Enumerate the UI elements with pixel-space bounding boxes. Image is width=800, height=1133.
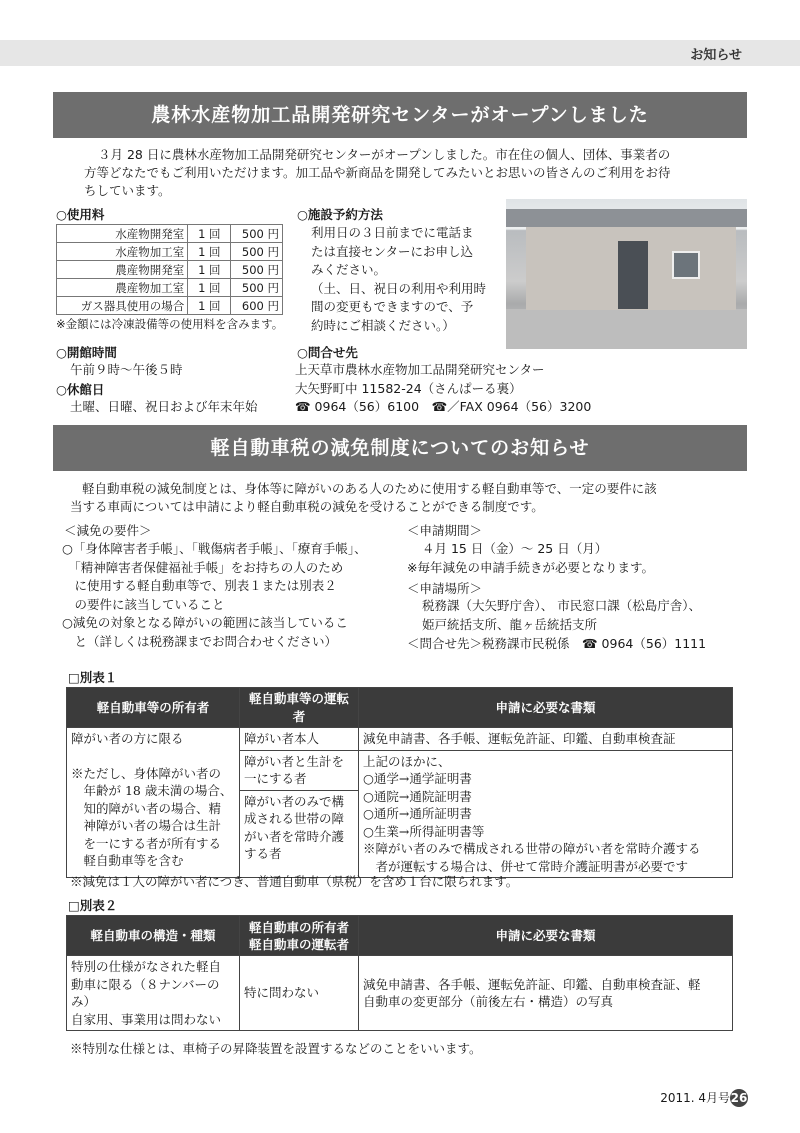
table-row: 特別の仕様がなされた軽自 動車に限る（８ナンバーの み） 自家用、事業用は問わない 特に問わない 減免申請書、各手帳、運転免許証、印鑑、自動車検査証、軽 自動車の変更部分（前後左右・構造）の写真: [67, 956, 733, 1031]
article2-title: 軽自動車税の減免制度についてのお知らせ: [53, 425, 747, 471]
table-row: 水産物開発室 1 回 500 円: [57, 225, 283, 243]
section-header-bar: [0, 40, 800, 66]
page-number: 26: [730, 1091, 748, 1105]
table-row: 農産物加工室 1 回 500 円: [57, 279, 283, 297]
fees-table: [56, 224, 283, 315]
intro-line: ちしています。: [84, 183, 171, 198]
table2-label: □別表２: [68, 898, 118, 913]
table-row: 農産物開発室 1 回 500 円: [57, 261, 283, 279]
closed-text: 土曜、日曜、祝日および年末年始: [70, 399, 258, 414]
fees-heading: ○使用料: [56, 207, 105, 222]
footer: [660, 1089, 748, 1107]
table-row: ガス器具使用の場合 1 回 600 円: [57, 297, 283, 315]
contact-label: ＜問合せ先＞: [407, 636, 483, 651]
driver3-cell: 障がい者のみで構 成される世帯の障 がい者を常時介護 する者: [240, 790, 359, 878]
req-heading: ＜減免の要件＞: [64, 523, 152, 538]
contact-value: 税務課市民税係 ☎ 0964（56）1111: [482, 636, 707, 651]
article2-intro: 軽自動車税の減免制度とは、身体等に障がいのある人のために使用する軽自動車等で、一定の要件に該 当する車両については申請により軽自動車税の減免を受けることができる制度です。: [70, 481, 657, 514]
doc2-cell: 上記のほかに、 ○通学→通学証明書 ○通院→通院証明書 ○通所→通所証明書 ○生業→所得証明書等 ※障がい者のみで構成される世帯の障がい者を常時介護する 者が運転する場合は、併せて常時介護証明書が必要です: [359, 750, 733, 878]
table1: [66, 687, 733, 878]
article1-title: 農林水産物加工品開発研究センターがオープンしました: [53, 92, 747, 138]
docs-cell: 減免申請書、各手帳、運転免許証、印鑑、自動車検査証、軽 自動車の変更部分（前後左右・構造）の写真: [359, 956, 733, 1031]
fees-note: ※金額には冷凍設備等の使用料を含みます。: [56, 317, 284, 331]
table-row: 軽自動車の構造・種類 軽自動車の所有者 軽自動車の運転者 申請に必要な書類: [67, 916, 733, 956]
section-label: お知らせ: [690, 48, 742, 63]
article1-intro: [84, 146, 734, 200]
intro-line: 方等どなたでもご利用いただけます。加工品や新商品を開発してみたいとお思いの皆さんのご利用をお待: [84, 165, 671, 180]
reserve-heading: ○施設予約方法: [297, 207, 383, 222]
place-text: 税務課（大矢野庁舎）、 市民窓口課（松島庁舎）、 姫戸統括支所、龍ヶ岳統括支所: [422, 598, 701, 632]
closed-heading: ○休館日: [56, 382, 105, 397]
period-heading: ＜申請期間＞: [407, 523, 483, 538]
issue-label: 2011. 4月号: [660, 1091, 730, 1105]
table-row: 水産物加工室 1 回 500 円: [57, 243, 283, 261]
reserve-text: 利用日の３日前までに電話ま たは直接センターにお申し込 みください。 （土、日、祝日の利用や利用時 間の変更もできますので、予 約時にご相談ください。）: [311, 225, 487, 333]
table1-label: □別表１: [68, 670, 118, 685]
article2-contact: [407, 635, 737, 654]
contact-text: 上天草市農林水産物加工品開発研究センター 大矢野町中 11582-24（さんぱーる裏） ☎ 0964（56）6100 ☎／FAX 0964（56）3200: [295, 362, 592, 414]
hours-text: 午前９時～午後５時: [70, 362, 183, 377]
contact-heading: ○問合せ先: [297, 345, 358, 360]
facility-photo: [506, 199, 747, 349]
period-note: ※毎年減免の申請手続きが必要となります。: [407, 560, 654, 575]
place-heading: ＜申請場所＞: [407, 581, 483, 596]
table-row: 障がい者の方に限る ※ただし、身体障がい者の 年齢が 18 歳未満の場合、 知的障がい者の場合、精 神障がい者の場合は生計 を一にする者が所有する 軽自動車等を含む 障がい者本人 減免申請書、各手帳、運転免許証、印鑑、自動車検査証: [67, 728, 733, 751]
req-text: ○「身体障害者手帳」、「戦傷病者手帳」、「療育手帳」、 「精神障害者保健福祉手帳」をお持ちの人のため に使用する軽自動車等で、別表１または別表２ の要件に該当していること ○減免の対象となる障がいの範囲に該当しているこ と（詳しくは税務課までお問合わせください）: [62, 541, 367, 649]
table1-note: ※減免は１人の障がい者につき、普通自動車（県税）を含め１台に限られます。: [70, 874, 519, 889]
table2: [66, 915, 733, 1031]
owner-cell: 障がい者の方に限る ※ただし、身体障がい者の 年齢が 18 歳未満の場合、 知的障がい者の場合、精 神障がい者の場合は生計 を一にする者が所有する 軽自動車等を含む: [67, 728, 240, 878]
table2-note: ※特別な仕様とは、車椅子の昇降装置を設置するなどのことをいいます。: [70, 1041, 482, 1056]
hours-heading: ○開館時間: [56, 345, 117, 360]
intro-line: ３月 28 日に農林水産物加工品開発研究センターがオープンしました。市在住の個人、団体、事業者の: [98, 147, 671, 162]
period-text: ４月 15 日（金）～ 25 日（月）: [422, 541, 608, 556]
structure-cell: 特別の仕様がなされた軽自 動車に限る（８ナンバーの み） 自家用、事業用は問わない: [67, 956, 240, 1031]
driver2-cell: 障がい者と生計を 一にする者: [240, 750, 359, 790]
table-row: 軽自動車等の所有者 軽自動車等の運転者 申請に必要な書類: [67, 688, 733, 728]
